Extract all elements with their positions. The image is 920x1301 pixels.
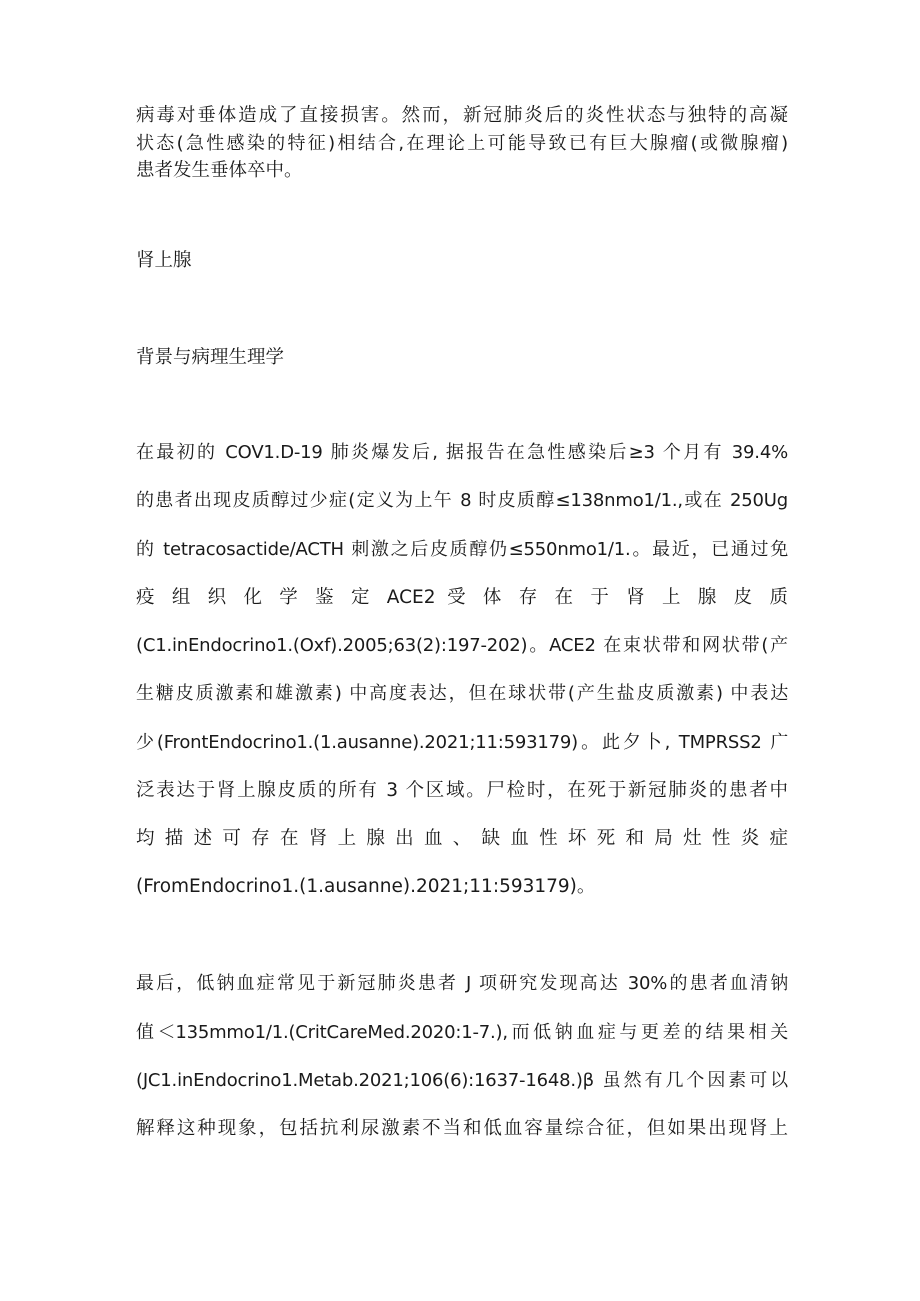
text-line: 生糖皮质激素和雄激素) 中高度表达，但在球状带(产生盐皮质激素) 中表达 — [136, 683, 788, 704]
text-line: 病毒对垂体造成了直接损害。然而，新冠肺炎后的炎性状态与独特的高凝 — [136, 105, 788, 126]
text-line: 患者发生垂体卒中。 — [136, 160, 303, 181]
text-line: 的患者出现皮质醇过少症(定义为上午 8 时皮质醇≤138nmo1∕1.,或在 250Ug — [136, 490, 788, 511]
text-line: (JC1.inEndocrino1.Metab.2021;106(6):1637-1648.)β 虽然有几个因素可以 — [136, 1070, 788, 1091]
text-line: 的 tetracosactide/ACTH 刺激之后皮质醇仍≤550nmo1∕1.。最近，已通过免 — [136, 539, 788, 560]
text-line: 值＜135mmo1∕1.(CritCareMed.2020:1-7.),而低钠血症与更差的结果相关 — [136, 1022, 788, 1043]
section-subtitle: 背景与病理生理学 — [136, 347, 285, 368]
text-line: 解释这种现象，包括抗利尿激素不当和低血容量综合征，但如果出现肾上 — [136, 1118, 788, 1139]
text-line: 少(FrontEndocrino1.(1.ausanne).2021;11:593179)。此夕卜, TMPRSS2 广 — [136, 732, 788, 753]
text-line: 最后，低钠血症常见于新冠肺炎患者 J 项研究发现高达 30%的患者血清钠 — [136, 973, 788, 994]
text-line: 泛表达于肾上腺皮质的所有 3 个区域。尸检时，在死于新冠肺炎的患者中 — [136, 780, 788, 801]
section-title: 肾上腺 — [136, 250, 192, 271]
text-line: (FromEndocrino1.(1.ausanne).2021;11:593179)。 — [136, 876, 596, 897]
text-line: (C1.inEndocrino1.(Oxf).2005;63(2):197-202)。ACE2 在束状带和网状带(产 — [136, 635, 788, 656]
text-line: 均 描 述 可 存 在 肾 上 腺 出 血 、 缺 血 性 坏 死 和 局 灶 性 炎 症 — [136, 828, 788, 849]
text-line: 在最初的 COV1.D-19 肺炎爆发后, 据报告在急性感染后≥3 个月有 39.4% — [136, 442, 788, 463]
text-line: 疫 组 织 化 学 鉴 定 ACE2 受 体 存 在 于 肾 上 腺 皮 质 — [136, 587, 788, 608]
text-line: 状态(急性感染的特征)相结合,在理论上可能导致已有巨大腺瘤(或微腺瘤) — [136, 133, 788, 154]
